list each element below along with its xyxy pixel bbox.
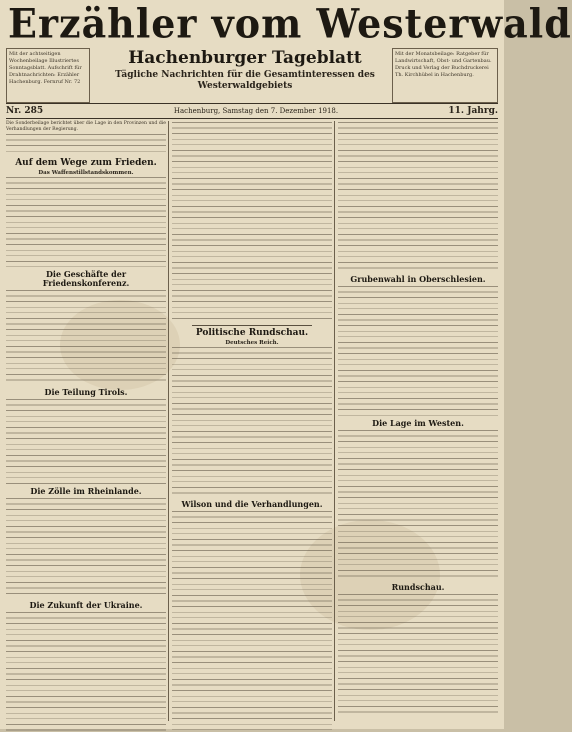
column-rule — [168, 121, 169, 721]
column-1 — [6, 121, 166, 725]
column-3 — [338, 121, 498, 725]
headline-konferenz: Die Geschäfte der Friedenskonferenz. — [42, 269, 130, 289]
headline-zoelle: Die Zölle im Rheinlande. — [30, 486, 142, 497]
text-block — [6, 399, 166, 484]
text-block — [172, 511, 332, 731]
issue-number: Nr. 285 — [6, 106, 44, 116]
column-rule — [334, 121, 335, 721]
text-block — [338, 430, 498, 580]
headline-oberschlesien: Grubenwahl in Oberschlesien. — [350, 274, 486, 284]
text-block — [338, 122, 498, 272]
headline-tirol: Die Teilung Tirols. — [44, 387, 128, 398]
text-block — [6, 290, 166, 385]
text-block — [6, 612, 166, 732]
dateline — [6, 103, 498, 119]
issue-date: Hachenburg, Samstag den 7. Dezember 1918. — [173, 107, 339, 115]
text-block — [6, 177, 166, 267]
subheading: Das Waffenstillstandskommen. — [38, 170, 134, 177]
issue-volume: 11. Jahrg. — [448, 106, 498, 116]
text-block — [172, 347, 332, 497]
masthead-title: Erzähler vom Westerwald — [8, 0, 572, 48]
text-block — [6, 498, 166, 598]
headline-ukraine: Die Zukunft der Ukraine. — [29, 600, 143, 611]
text-block — [338, 286, 498, 416]
separator — [192, 325, 312, 326]
headline-rundschau: Politische Rundschau. — [195, 328, 309, 338]
headline-rundschau-2: Rundschau. — [391, 582, 445, 592]
headline-wilson: Wilson und die Verhandlungen. — [181, 499, 323, 509]
right-info-box: Mit der Monatsbeilage: Ratgeber für Landwirtschaft, Obst- und Gartenbau. Druck und Verlag der Buchdruckerei Th. Kirchhübel in Hachenburg. — [392, 48, 498, 103]
text-block — [338, 594, 498, 714]
intro-text: Die Sonderbeilage berichtet über die Lage in den Provinzen und die Verhandlungen der Regierung. — [6, 121, 166, 132]
text-block — [6, 134, 166, 156]
headline-westen: Die Lage im Westen. — [372, 418, 464, 428]
headline-frieden: Auf dem Wege zum Frieden. — [15, 158, 157, 169]
text-block — [172, 122, 332, 322]
left-info-box: Mit der achtseitigen Wochenbeilage Illustriertes Sonntagsblatt. Aufschrift für Drahtnachrichten: Erzähler Hachenburg. Fernruf Nr. 72 — [6, 48, 90, 103]
subtitle: Hachenburger Tageblatt — [128, 48, 362, 68]
column-2 — [172, 121, 332, 725]
tagline: Tägliche Nachrichten für die Gesamtinteressen des Westerwaldgebiets — [115, 70, 375, 91]
subheading: Deutsches Reich. — [225, 340, 279, 346]
